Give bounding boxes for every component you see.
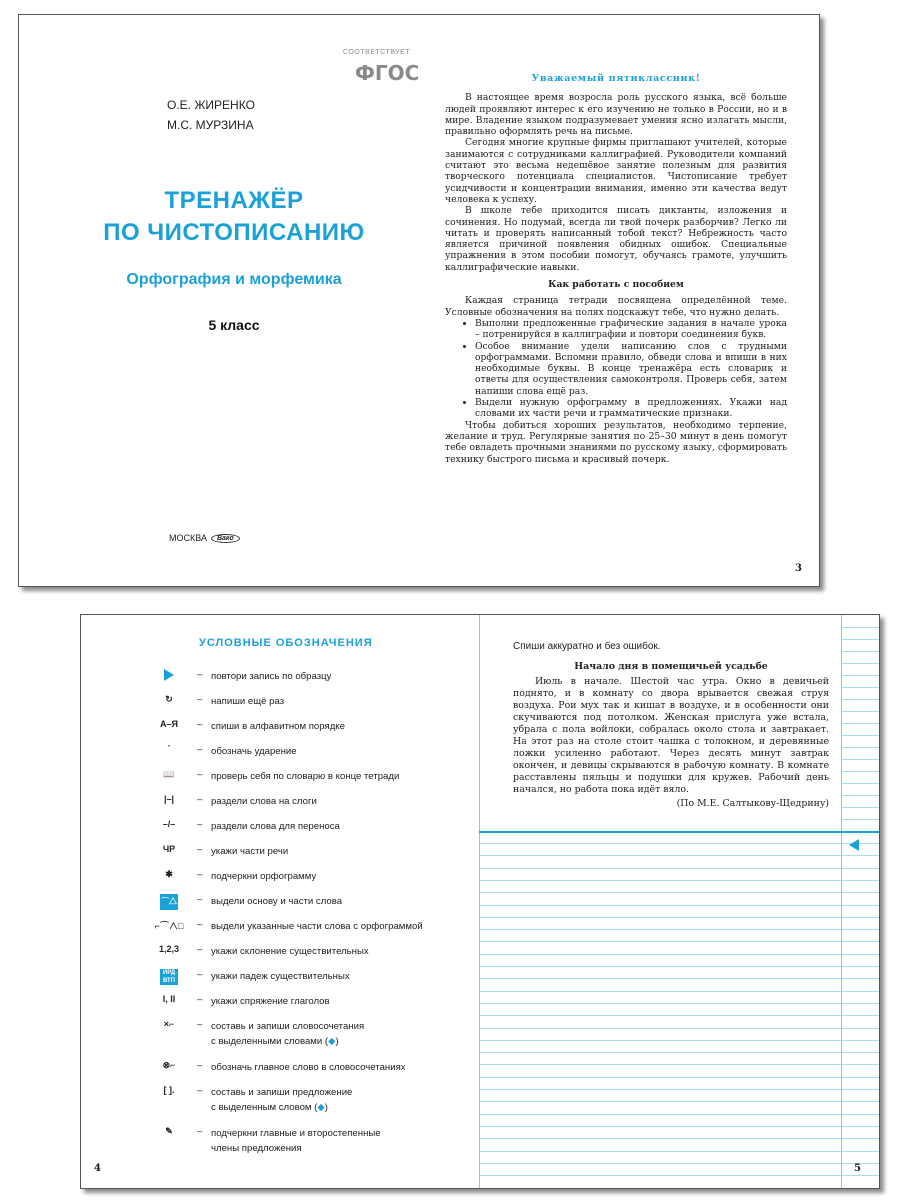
exercise-text: Июль в начале. Шестой час утра. Окно в девичьей поднято, и в комнату со двора врывается свежая струя воздуха. Рои мух так и кишат в воздухе, и в особенности они скучиваются под потолком. Женская прислуга уже встала, убрала с пола войлоки, собралась около стола и завтракает. На этот раз на столе стоит чашка с толокном, и деревянные ложки усиленно работают. Через десять минут завтрак окончен, и девицы скрываются в рабочую комнату. В комнате расставлены пяльцы и подушки для кружев. Рабочий день начался, но работа пока идёт вяло. — [513, 676, 829, 795]
legend-item — [141, 1085, 431, 1115]
legend-dash: – — [197, 669, 203, 680]
ruled-line — [841, 639, 879, 640]
sentence-icon: [ ]. — [163, 1085, 175, 1095]
ruled-line — [479, 1101, 879, 1102]
legend-dash: – — [197, 944, 203, 955]
syllable-icon: |–| — [163, 794, 175, 804]
ruled-line — [479, 1052, 879, 1053]
legend-dash: – — [197, 719, 203, 730]
conjugation-icon: I, II — [162, 994, 176, 1004]
author-1: О.Е. ЖИРЕНКО — [167, 98, 255, 112]
legend-dash: – — [197, 969, 203, 980]
fgos-logo-arc-text: СООТВЕТСТВУЕТ — [343, 49, 411, 56]
publisher — [169, 533, 240, 543]
ruled-line — [841, 663, 879, 664]
stress-mark-icon: ´ — [167, 744, 171, 754]
howto-bullet: • Особое внимание удели написанию слов с трудными орфограммами. Вспомни правило, обведи слова и впиши в них необходимые буквы. В конце тренажёра есть словарик и ответы для осуществления самоконтроля. Проверь себя, затем напиши слова ещё раз. — [475, 341, 787, 397]
page-number-3: 3 — [795, 563, 802, 574]
main-word-icon: ⊗⌐ — [162, 1060, 176, 1070]
book-spread-pages-2-3 — [18, 14, 820, 587]
legend-dash: – — [197, 994, 203, 1005]
howto-intro: Каждая страница тетради посвящена определённой теме. Условные обозначения на полях подскажут тебе, что нужно делать. — [445, 295, 787, 318]
legend-dash: – — [197, 1060, 203, 1071]
legend-item — [141, 844, 431, 859]
legend-text: обозначь главное слово в словосочетаниях — [211, 1062, 406, 1073]
ruled-line — [479, 868, 879, 869]
margin-line-left — [479, 615, 480, 1188]
book-icon: 📖 — [163, 769, 175, 779]
ruled-line — [479, 991, 879, 992]
grade-label: 5 класс — [208, 317, 260, 333]
ruled-line — [841, 819, 879, 820]
legend-item — [141, 794, 431, 809]
legend-text: раздели слова на слоги — [211, 796, 317, 807]
ruled-line — [479, 954, 879, 955]
howto-heading: Как работать с пособием — [548, 279, 684, 291]
ruled-line — [479, 929, 879, 930]
ruled-line — [479, 1175, 879, 1176]
legend-text: укажи склонение существительных — [211, 946, 369, 957]
intro-heading: Уважаемый пятиклассник! — [531, 73, 701, 84]
legend-dash: – — [197, 1085, 203, 1096]
repeat-icon: ↻ — [165, 694, 173, 704]
howto-outro: Чтобы добиться хороших результатов, необходимо терпение, желание и труд. Регулярные занятия по 25–30 минут в день помогут тебе овладеть прочными знаниями по русскому языку, сформировать технику быстрого письма и красивый почерк. — [445, 419, 787, 465]
pencil-icon: ✎ — [165, 1126, 173, 1136]
phrase-icon: ×⌐ — [163, 1019, 175, 1029]
ruled-line — [479, 1015, 879, 1016]
ruled-line — [841, 735, 879, 736]
book-title-line-2: ПО ЧИСТОПИСАНИЮ — [103, 219, 365, 246]
ruled-line — [479, 892, 879, 893]
legend-text: выдели основу и части слова — [211, 896, 343, 907]
legend-text: обозначь ударение — [211, 746, 297, 757]
howto-list — [445, 318, 787, 420]
alphabet-icon: А–Я — [160, 719, 178, 729]
exercise-attribution: (По М.Е. Салтыкову-Щедрину) — [676, 798, 829, 809]
legend-item — [141, 919, 431, 934]
legend-item — [141, 819, 431, 834]
ruled-line — [479, 1114, 879, 1115]
legend-title: УСЛОВНЫЕ ОБОЗНАЧЕНИЯ — [199, 637, 373, 649]
legend-dash: – — [197, 919, 203, 930]
parts-of-speech-icon: ЧР — [162, 844, 176, 854]
legend-item — [141, 994, 431, 1009]
legend-item — [141, 694, 431, 709]
ruled-line — [479, 1040, 879, 1041]
morpheme-box-letters: ⌒△ — [160, 894, 178, 910]
ruled-line — [841, 795, 879, 796]
ruled-line — [479, 1089, 879, 1090]
ruled-line — [479, 843, 879, 844]
ruled-line — [479, 1163, 879, 1164]
legend-text: напиши ещё раз — [211, 696, 285, 707]
ruled-line — [479, 855, 879, 856]
legend-text: составь и запиши предложение с выделенным словом (◆) — [211, 1087, 353, 1113]
morpheme-marks-icon: ⌐⌒∧□ — [154, 921, 184, 931]
case-box-bottom: ВТП — [162, 978, 176, 984]
ruled-line — [479, 1003, 879, 1004]
case-box-top: ИРД — [162, 970, 176, 976]
publisher-city: МОСКВА — [169, 533, 207, 543]
book-title — [59, 185, 409, 249]
legend-dash: – — [197, 869, 203, 880]
ruled-line — [841, 771, 879, 772]
intro-paragraph: В школе тебе приходится писать диктанты, изложения и сочинения. Но подумай, всегда ли твой почерк разборчив? Легко ли читать и проверять написанный тобой текст? Небрежность часто является причиной появления обидных ошибок. Специальные упражнения в этом пособии помогут, обучаясь грамоте, улучшить каллиграфические навыки. — [445, 205, 787, 273]
legend-item — [141, 744, 431, 759]
book-spread-pages-4-5 — [80, 614, 880, 1189]
legend-text: раздели слова для переноса — [211, 821, 340, 832]
page-number-5: 5 — [854, 1163, 861, 1174]
legend-dash: – — [197, 1019, 203, 1030]
play-triangle-icon — [141, 669, 197, 681]
declension-icon: 1,2,3 — [158, 944, 180, 954]
legend-dash: – — [197, 819, 203, 830]
legend-dash: – — [197, 769, 203, 780]
intro-paragraph: Сегодня многие крупные фирмы приглашают учителей, которые занимаются с сотрудниками каллиграфией. Руководители компаний считают это весьма недешёвое занятие полезным для развития творческого потенциала специалистов. Чистописание требует усидчивости и концентрации внимания, именно эти качества ведут человека к успеху. — [445, 137, 787, 205]
ruled-line — [479, 880, 879, 881]
legend-item — [141, 669, 431, 684]
legend-text: укажи спряжение глаголов — [211, 996, 330, 1007]
legend-text: проверь себя по словарю в конце тетради — [211, 771, 400, 782]
diamond-icon: ◆ — [328, 1036, 336, 1047]
legend-dash: – — [197, 694, 203, 705]
ruled-line — [841, 699, 879, 700]
legend-text: укажи части речи — [211, 846, 289, 857]
ruled-line — [841, 723, 879, 724]
legend-item — [141, 1019, 431, 1049]
case-box-icon — [141, 969, 197, 985]
ruled-line — [479, 1064, 879, 1065]
howto-bullet: • Выполни предложенные графические задания в начале урока – потренируйся в каллиграфии и повтори соединения букв. — [475, 318, 787, 341]
legend-text: составь и запиши словосочетания с выделенными словами (◆) — [211, 1021, 365, 1047]
intro-paragraph: В настоящее время возросла роль русского языка, всё больше людей проявляют интерес к его изучению не только в России, но и в мире. Владение языком подразумевает умения ясно излагать мысли, правильно оформлять речь на письме. — [445, 92, 787, 138]
legend-text: повтори запись по образцу — [211, 671, 332, 682]
legend-item — [141, 894, 431, 910]
ruled-line — [841, 675, 879, 676]
author-2: М.С. МУРЗИНА — [167, 118, 254, 132]
ruled-line — [479, 917, 879, 918]
ruled-line — [841, 747, 879, 748]
ruled-line — [479, 978, 879, 979]
legend-item — [141, 869, 431, 884]
ruled-line — [479, 1138, 879, 1139]
book-title-line-1: ТРЕНАЖЁР — [164, 187, 304, 214]
howto-bullet: • Выдели нужную орфограмму в предложениях. Укажи над словами их части речи и грамматические признаки. — [475, 397, 787, 420]
ruled-line — [841, 759, 879, 760]
intro-text-column — [445, 73, 787, 465]
legend-text: подчеркни орфограмму — [211, 871, 317, 882]
hyphen-icon: –/– — [162, 819, 176, 829]
legend-item — [141, 969, 431, 985]
legend-text: спиши в алфавитном порядке — [211, 721, 345, 732]
page-number-4: 4 — [94, 1163, 101, 1174]
publisher-logo: Вако — [211, 534, 240, 543]
fgos-logo-mark: ФГОС — [355, 61, 420, 85]
legend-dash: – — [197, 1126, 203, 1137]
ruled-line — [479, 1028, 879, 1029]
legend-item — [141, 944, 431, 959]
ruled-line — [479, 941, 879, 942]
ruled-line — [479, 1077, 879, 1078]
legend-item — [141, 1126, 431, 1156]
book-subtitle: Орфография и морфемика — [126, 271, 342, 288]
ruled-line — [841, 783, 879, 784]
exercise-title: Начало дня в помещичьей усадьбе — [574, 661, 768, 672]
margin-line-right — [841, 615, 842, 1188]
ruled-line — [479, 1151, 879, 1152]
legend-dash: – — [197, 744, 203, 755]
ruled-line — [841, 627, 879, 628]
ruled-line — [479, 1126, 879, 1127]
authors — [167, 95, 255, 135]
legend-text: подчеркни главные и второстепенные члены предложения — [211, 1128, 381, 1154]
legend-dash: – — [197, 844, 203, 855]
exercise-text-block — [513, 661, 829, 810]
legend-dash: – — [197, 794, 203, 805]
ruled-line — [479, 966, 879, 967]
ruled-line — [479, 905, 879, 906]
legend-text: выдели указанные части слова с орфограммой — [211, 921, 423, 932]
fgos-logo — [337, 49, 420, 95]
ruled-line — [841, 711, 879, 712]
exercise-instruction: Спиши аккуратно и без ошибок. — [513, 641, 661, 652]
ruled-line — [841, 687, 879, 688]
legend-item — [141, 769, 431, 784]
exercise-divider-line — [479, 831, 879, 833]
asterisk-icon: ✱ — [165, 869, 173, 879]
diamond-icon: ◆ — [317, 1102, 325, 1113]
legend-text: укажи падеж существительных — [211, 971, 350, 982]
arrow-left-icon — [849, 839, 859, 851]
morpheme-box-icon — [141, 894, 197, 910]
ruled-line — [841, 807, 879, 808]
legend-dash: – — [197, 894, 203, 905]
legend-item — [141, 1060, 431, 1075]
ruled-line — [841, 651, 879, 652]
legend-item — [141, 719, 431, 734]
